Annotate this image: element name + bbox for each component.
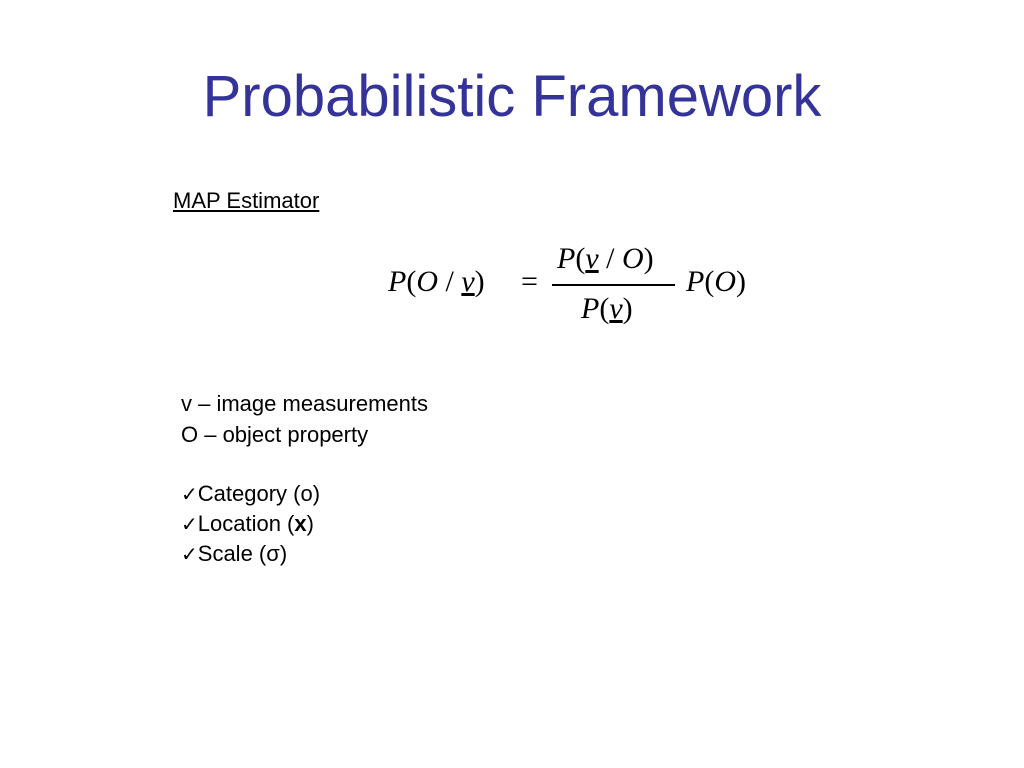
formula-equals: = bbox=[521, 265, 538, 298]
checkmark-icon: ✓ bbox=[181, 512, 198, 536]
formula-numerator: P(v / O) bbox=[557, 242, 654, 275]
slide-title: Probabilistic Framework bbox=[202, 64, 822, 129]
checklist-item-category: ✓Category (o) bbox=[181, 481, 321, 506]
fraction-bar bbox=[552, 284, 675, 286]
map-formula bbox=[388, 240, 778, 332]
checkmark-icon: ✓ bbox=[181, 542, 198, 566]
property-checklist bbox=[181, 479, 320, 569]
formula-lhs: P(O / v) bbox=[388, 265, 485, 298]
formula-denominator: P(v) bbox=[581, 292, 633, 325]
checklist-item-scale: ✓Scale (σ) bbox=[181, 541, 288, 566]
checkmark-icon: ✓ bbox=[181, 482, 198, 506]
definitions bbox=[181, 388, 428, 450]
checklist-item-location: ✓Location (x) bbox=[181, 511, 314, 536]
formula-prior: P(O) bbox=[686, 265, 746, 298]
definition-v: v – image measurements bbox=[181, 391, 428, 416]
definition-o: O – object property bbox=[181, 422, 369, 447]
subheading-map-estimator: MAP Estimator bbox=[173, 188, 320, 213]
